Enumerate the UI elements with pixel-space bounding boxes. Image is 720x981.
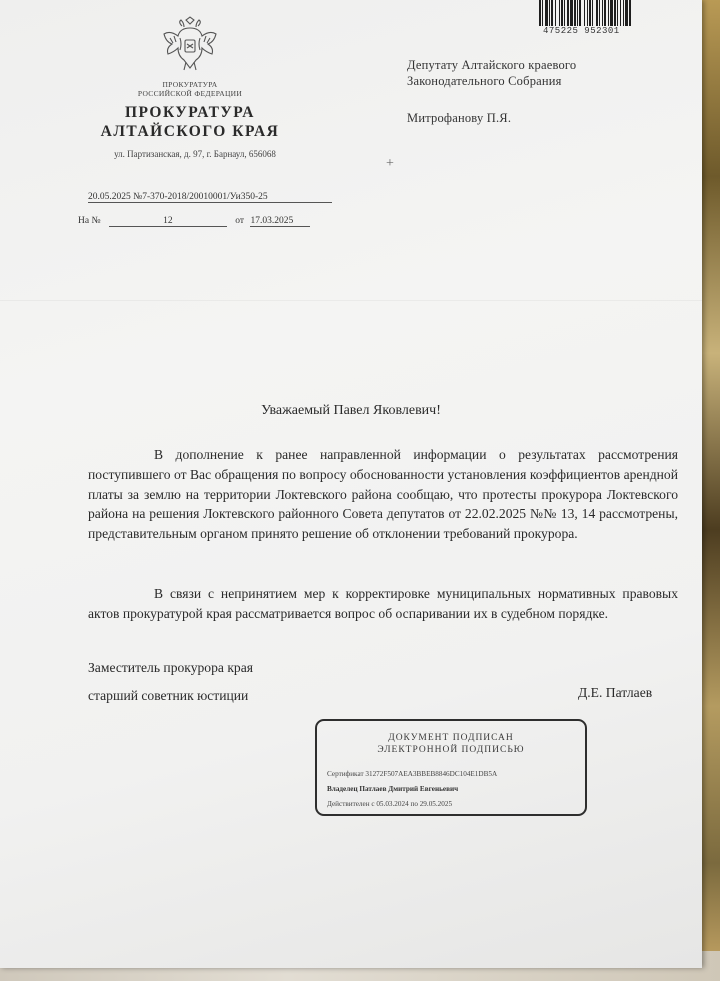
reference-label: На № — [78, 216, 101, 226]
outgoing-number-value: 20.05.2025 №7-370-2018/20010001/Уи350-25 — [88, 192, 332, 203]
org-name-line-1: ПРОКУРАТУРА — [124, 104, 255, 121]
stamp-title-1: ДОКУМЕНТ ПОДПИСАН — [388, 733, 514, 743]
signer-name: Д.Е. Патлаев — [578, 685, 653, 700]
paragraph-2: В связи с непринятием мер к корректировке муниципальных нормативных правовых актов прокуратурой края рассматривается вопрос об оспаривании их в судебном порядке. — [88, 586, 678, 621]
barcode — [539, 0, 687, 26]
reference-line — [78, 216, 310, 227]
signer-position-1: Заместитель прокурора края — [88, 660, 254, 675]
stamp-validity: Действителен с 05.03.2024 по 29.05.2025 — [327, 800, 453, 808]
barcode-number: 475225 952301 — [543, 26, 620, 36]
stamp-owner-text: Владелец Патлаев Дмитрий Евгеньевич — [327, 785, 459, 793]
outgoing-number — [88, 192, 332, 203]
paper-fold — [0, 300, 702, 301]
salutation: Уважаемый Павел Яковлевич! — [261, 403, 441, 418]
addressee-line-1: Депутату Алтайского краевого — [407, 58, 577, 72]
reference-from-label: от — [235, 216, 245, 226]
stamp-owner — [327, 785, 458, 793]
reference-date: 17.03.2025 — [250, 216, 310, 227]
reference-number: 12 — [109, 216, 227, 227]
paragraph-1: В дополнение к ранее направленной информации о результатах рассмотрения поступившего от Вас обращения по вопросу обоснованности установления коэффициентов арендной платы за землю на территории Локтевского района сообщаю, что протесты прокурора Локтевского района на решения Локтевского районного Совета депутатов от 22.02.2025 №№ 13, 14 рассмотрены, представительным органом принято решение об отклонении требований прокурора. — [88, 447, 678, 542]
header-small-line-2: РОССИЙСКОЙ ФЕДЕРАЦИИ — [137, 89, 243, 98]
header-small-line-1: ПРОКУРАТУРА — [162, 80, 218, 89]
handwritten-mark: + — [386, 156, 394, 171]
signer-position-2: старший советник юстиции — [88, 688, 249, 703]
org-name-line-2: АЛТАЙСКОГО КРАЯ — [100, 123, 280, 140]
addressee-name: Митрофанову П.Я. — [407, 111, 512, 125]
addressee-line-2: Законодательного Собрания — [407, 74, 562, 88]
e-signature-stamp — [315, 719, 587, 816]
org-address: ул. Партизанская, д. 97, г. Барнаул, 656068 — [114, 149, 276, 159]
russian-coat-of-arms-icon — [160, 16, 220, 74]
stamp-certificate: Сертификат 31272F507AEA3BBEB8846DC104E1DB5A — [327, 770, 498, 778]
stamp-title-2: ЭЛЕКТРОННОЙ ПОДПИСЬЮ — [377, 745, 525, 755]
